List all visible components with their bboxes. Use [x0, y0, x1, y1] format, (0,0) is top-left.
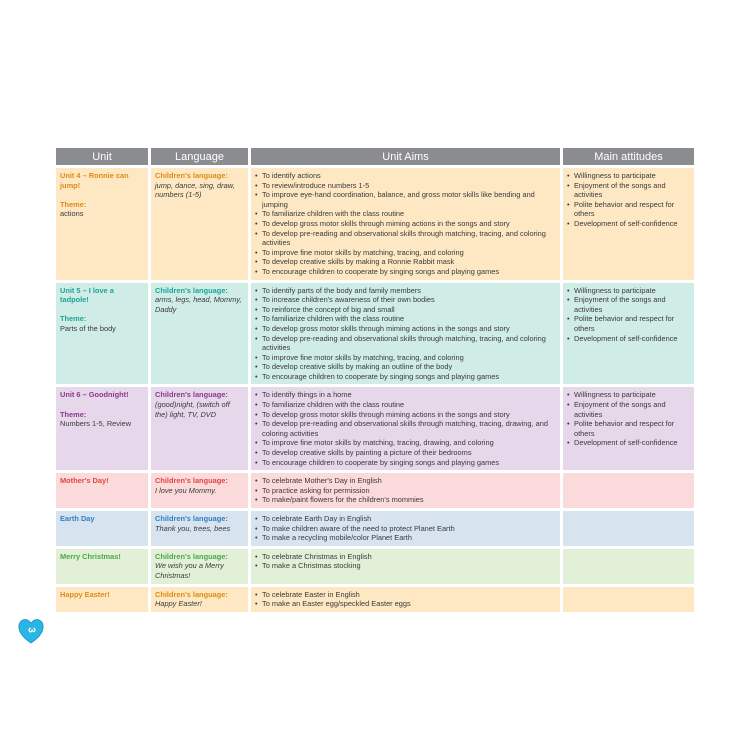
theme-label: Theme: [60, 314, 87, 324]
language-words: Happy Easter! [155, 599, 202, 609]
aims-cell [251, 283, 560, 385]
aim-item: • To develop pre-reading and observational skills through matching, tracing, drawing, and coloring activities [255, 419, 556, 438]
aim-item: • To familiarize children with the class routine [255, 314, 556, 324]
page-number: 3 [25, 627, 37, 633]
attitudes-cell [563, 549, 694, 584]
attitude-item: • Willingness to participate [567, 390, 690, 400]
unit-title: Earth Day [60, 514, 95, 523]
aim-item: • To make/paint flowers for the children's mommies [255, 495, 556, 505]
language-cell [151, 587, 248, 612]
aim-item: • To familiarize children with the class routine [255, 209, 556, 219]
aim-item: • To develop creative skills by making a Ronnie Rabbit mask [255, 257, 556, 267]
table-row-christmas [56, 549, 694, 584]
aim-item: • To increase children's awareness of their own bodies [255, 295, 556, 305]
language-cell [151, 387, 248, 470]
header-unit-aims: Unit Aims [251, 148, 560, 165]
aims-cell [251, 511, 560, 546]
aim-item: • To celebrate Earth Day in English [255, 514, 556, 524]
theme-label: Theme: [60, 199, 87, 209]
language-label: Children's language: [155, 514, 228, 523]
table-row-earth-day [56, 511, 694, 546]
attitude-item: • Development of self-confidence [567, 219, 690, 229]
aims-list [255, 552, 556, 571]
language-label: Children's language: [155, 285, 228, 295]
aim-item: • To make a recycling mobile/color Planet Earth [255, 533, 556, 543]
aim-item: • To familiarize children with the class routine [255, 400, 556, 410]
attitudes-cell [563, 511, 694, 546]
language-cell [151, 283, 248, 385]
unit-cell [56, 387, 148, 470]
header-language: Language [151, 148, 248, 165]
aims-cell [251, 168, 560, 280]
aim-item: • To identify parts of the body and family members [255, 286, 556, 296]
aim-item: • To develop gross motor skills through miming actions in the songs and story [255, 410, 556, 420]
unit-title: Unit 5 – I love a tadpole! [60, 285, 114, 305]
aims-cell [251, 549, 560, 584]
attitude-item: • Enjoyment of the songs and activities [567, 181, 690, 200]
language-cell [151, 549, 248, 584]
aims-list [255, 590, 556, 609]
unit-cell [56, 549, 148, 584]
syllabus-table [53, 145, 697, 615]
attitude-item: • Enjoyment of the songs and activities [567, 400, 690, 419]
aim-item: • To review/introduce numbers 1-5 [255, 181, 556, 191]
language-words: arms, legs, head, Mommy, Daddy [155, 295, 242, 314]
unit-title: Mother's Day! [60, 476, 109, 486]
language-words: We wish you a Merry Christmas! [155, 561, 224, 580]
aim-item: • To develop pre-reading and observational skills through matching, tracing, and coloring activities [255, 334, 556, 353]
aim-item: • To encourage children to cooperate by singing songs and playing games [255, 267, 556, 277]
attitudes-cell [563, 387, 694, 470]
theme-value: actions [60, 209, 84, 219]
table-row-unit-4 [56, 168, 694, 280]
unit-title: Unit 4 – Ronnie can jump! [60, 171, 129, 190]
aims-list [255, 514, 556, 543]
attitude-item: • Development of self-confidence [567, 438, 690, 448]
unit-title: Happy Easter! [60, 589, 110, 599]
attitude-item: • Enjoyment of the songs and activities [567, 295, 690, 314]
aim-item: • To develop creative skills by painting a picture of their bedrooms [255, 448, 556, 458]
attitudes-cell [563, 473, 694, 508]
unit-cell [56, 473, 148, 508]
table-row-unit-6 [56, 387, 694, 470]
aims-list [255, 390, 556, 467]
table-header-row [56, 148, 694, 165]
aim-item: • To make an Easter egg/speckled Easter eggs [255, 599, 556, 609]
aim-item: • To make a Christmas stocking [255, 561, 556, 571]
language-words: Thank you, trees, bees [155, 523, 231, 533]
attitudes-cell [563, 587, 694, 612]
aims-cell [251, 473, 560, 508]
aim-item: • To improve fine motor skills by matching, tracing, and coloring [255, 248, 556, 258]
aim-item: • To celebrate Easter in English [255, 590, 556, 600]
aim-item: • To improve eye-hand coordination, balance, and gross motor skills like bending and jumping [255, 190, 556, 209]
aim-item: • To develop pre-reading and observational skills through matching, tracing, and coloring activities [255, 229, 556, 248]
aim-item: • To develop creative skills by making an outline of the body [255, 362, 556, 372]
aim-item: • To improve fine motor skills by matching, tracing, and coloring [255, 353, 556, 363]
page-number-badge [16, 615, 46, 645]
aim-item: • To improve fine motor skills by matching, tracing, drawing, and coloring [255, 438, 556, 448]
aims-list [255, 476, 556, 505]
unit-title: Unit 6 – Goodnight! [60, 390, 129, 400]
aims-list [255, 286, 556, 382]
attitude-item: • Polite behavior and respect for others [567, 419, 690, 438]
table-row-easter [56, 587, 694, 612]
attitude-item: • Willingness to participate [567, 171, 690, 181]
aim-item: • To practice asking for permission [255, 486, 556, 496]
attitudes-list [567, 171, 690, 229]
unit-title: Merry Christmas! [60, 551, 121, 561]
aim-item: • To make children aware of the need to protect Planet Earth [255, 524, 556, 534]
attitudes-cell [563, 168, 694, 280]
language-cell [151, 473, 248, 508]
language-label: Children's language: [155, 476, 228, 486]
aim-item: • To identify actions [255, 171, 556, 181]
aims-cell [251, 387, 560, 470]
aim-item: • To celebrate Mother's Day in English [255, 476, 556, 486]
attitude-item: • Polite behavior and respect for others [567, 314, 690, 333]
attitude-item: • Polite behavior and respect for others [567, 200, 690, 219]
language-words: jump, dance, sing, draw, numbers (1-5) [155, 180, 235, 200]
aim-item: • To reinforce the concept of big and small [255, 305, 556, 315]
unit-cell [56, 587, 148, 612]
unit-cell [56, 168, 148, 280]
attitudes-list [567, 286, 690, 344]
unit-cell [56, 511, 148, 546]
language-words: I love you Mommy. [155, 485, 217, 495]
theme-value: Numbers 1-5, Review [60, 419, 132, 429]
attitudes-cell [563, 283, 694, 385]
table-row-unit-5 [56, 283, 694, 385]
language-cell [151, 168, 248, 280]
aim-item: • To develop gross motor skills through miming actions in the songs and story [255, 324, 556, 334]
syllabus-table-container [56, 145, 694, 615]
language-cell [151, 511, 248, 546]
language-label: Children's language: [155, 551, 228, 561]
language-label: Children's language: [155, 171, 228, 180]
aim-item: • To encourage children to cooperate by singing songs and playing games [255, 372, 556, 382]
header-unit: Unit [56, 148, 148, 165]
language-label: Children's language: [155, 390, 228, 400]
language-words: (good)night, (switch off the) light, TV, DVD [155, 400, 230, 419]
aim-item: • To celebrate Christmas in English [255, 552, 556, 562]
theme-label: Theme: [60, 409, 87, 419]
unit-cell [56, 283, 148, 385]
attitudes-list [567, 390, 690, 448]
attitude-item: • Development of self-confidence [567, 334, 690, 344]
theme-value: Parts of the body [60, 323, 116, 333]
table-row-mothers-day [56, 473, 694, 508]
aim-item: • To identify things in a home [255, 390, 556, 400]
header-main-attitudes: Main attitudes [563, 148, 694, 165]
aims-cell [251, 587, 560, 612]
aim-item: • To develop gross motor skills through miming actions in the songs and story [255, 219, 556, 229]
attitude-item: • Willingness to participate [567, 286, 690, 296]
language-label: Children's language: [155, 589, 228, 599]
aims-list [255, 171, 556, 277]
aim-item: • To encourage children to cooperate by singing songs and playing games [255, 458, 556, 468]
